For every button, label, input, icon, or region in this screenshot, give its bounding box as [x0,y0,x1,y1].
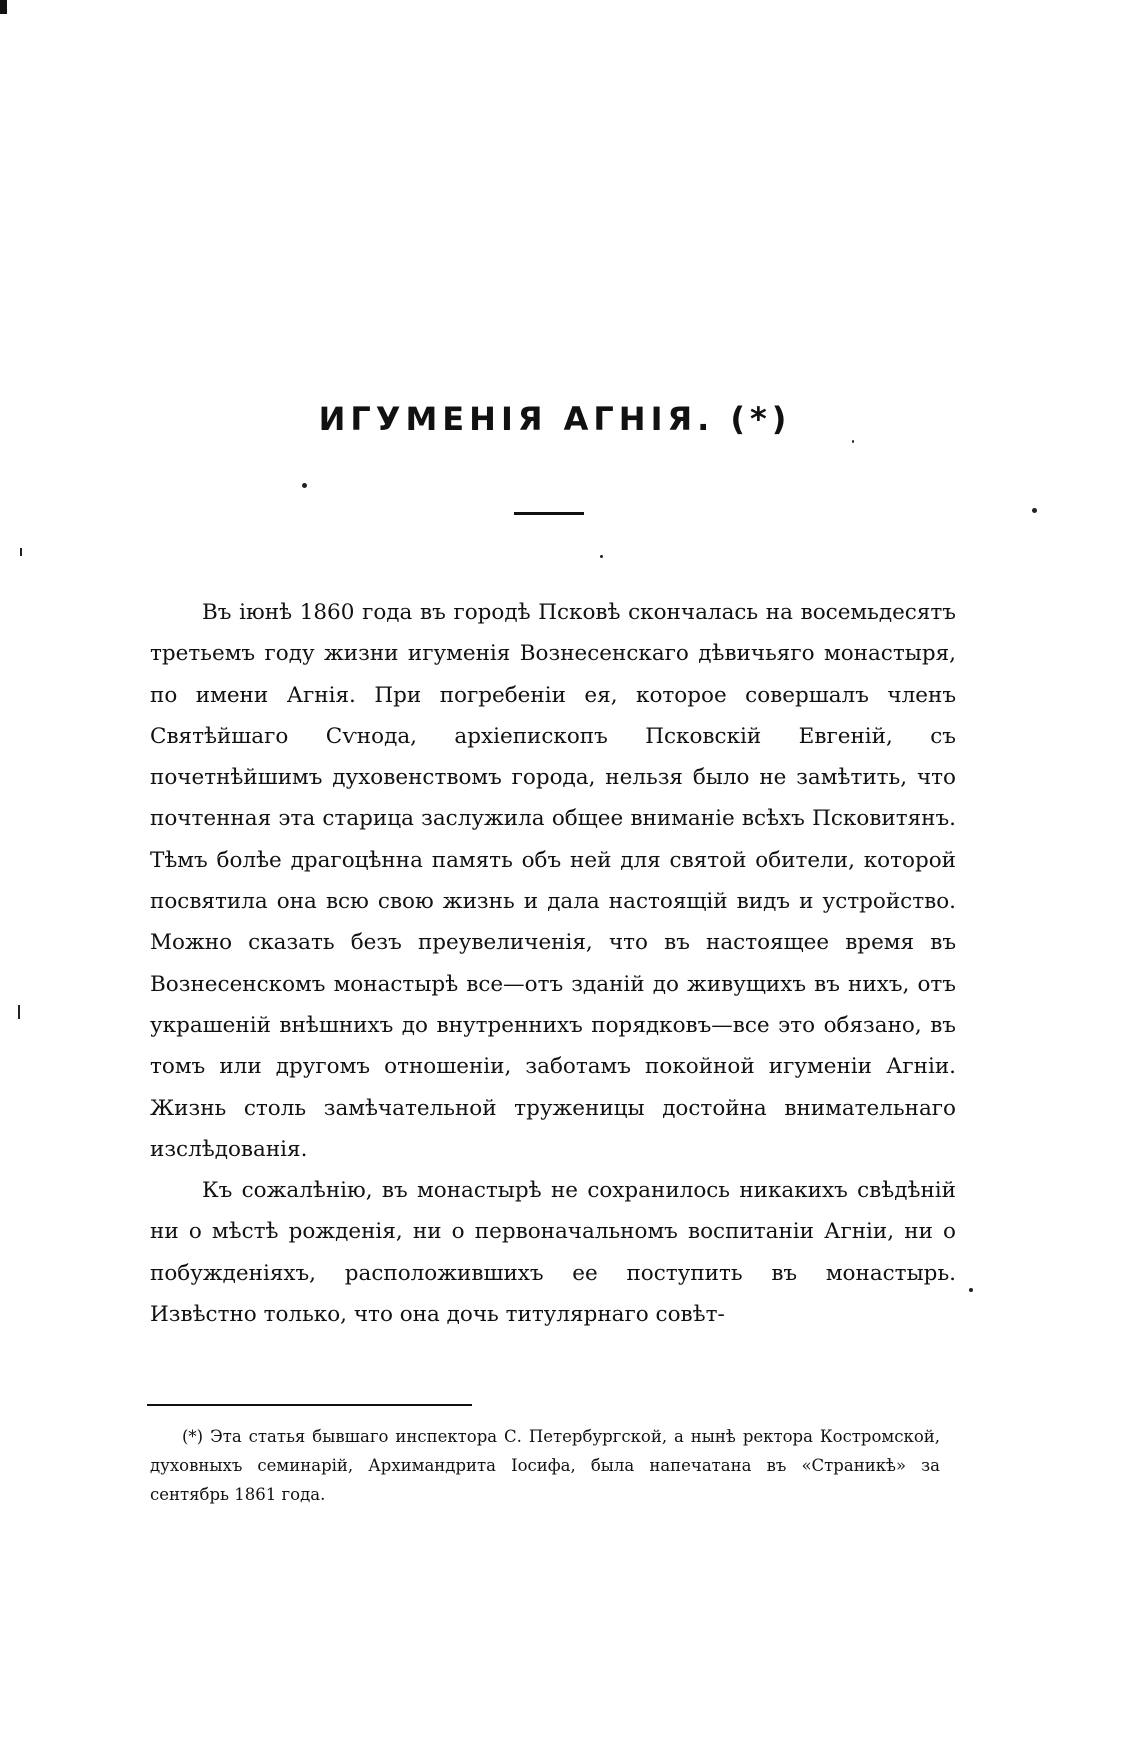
scan-speck [18,1005,20,1019]
footnote-text: (*) Эта статья бывшаго инспектора С. Петербургской, а нынѣ ректора Костромской, духовныхъ семинарій, Архимандрита Іосифа, была напечатана въ «Страникѣ» за сентябрь 1861 года. [150,1427,940,1504]
scan-speck [600,555,603,558]
body-text [150,592,956,1335]
scan-mark [0,0,7,14]
footnote-divider [147,1404,472,1406]
scan-speck [1032,508,1037,513]
paragraph-2: Къ сожалѣнію, въ монастырѣ не сохранилось никакихъ свѣдѣній ни о мѣстѣ рожденія, ни о первоначальномъ воспитаніи Агніи, ни о побужденіяхъ, расположившихъ ее поступить въ монастырь. Извѣстно только, что она дочь титулярнаго совѣт- [150,1178,956,1328]
scan-speck [852,440,854,443]
footnote [150,1422,940,1509]
scan-speck [302,483,307,488]
scan-speck [969,1288,973,1292]
page-title: ИГУМЕНІЯ АГНІЯ. (*) [318,400,792,438]
paragraph-1: Въ іюнѣ 1860 года въ городѣ Псковѣ скончалась на восемьдесятъ третьемъ году жизни игуменія Вознесенскаго дѣвичьяго монастыря, по имени Агнія. При погребеніи ея, которое совершалъ членъ Святѣйшаго Сѵнода, архіепископъ Псковскій Евгеній, съ почетнѣйшимъ духовенствомъ города, нельзя было не замѣтить, что почтенная эта старица заслужила общее вниманіе всѣхъ Псковитянъ. Тѣмъ болѣе драгоцѣнна память объ ней для святой обители, которой посвятила она всю свою жизнь и дала настоящій видъ и устройство. Можно сказать безъ преувеличенія, что въ настоящее время въ Вознесенскомъ монастырѣ все—отъ зданій до живущихъ въ нихъ, отъ украшеній внѣшнихъ до внутреннихъ порядковъ—все это обязано, въ томъ или другомъ отношеніи, заботамъ покойной игуменіи Агніи. Жизнь столь замѣчательной труженицы достойна внимательнаго изслѣдованія. [150,600,956,1162]
scan-speck [20,548,22,556]
title-divider [514,512,584,515]
